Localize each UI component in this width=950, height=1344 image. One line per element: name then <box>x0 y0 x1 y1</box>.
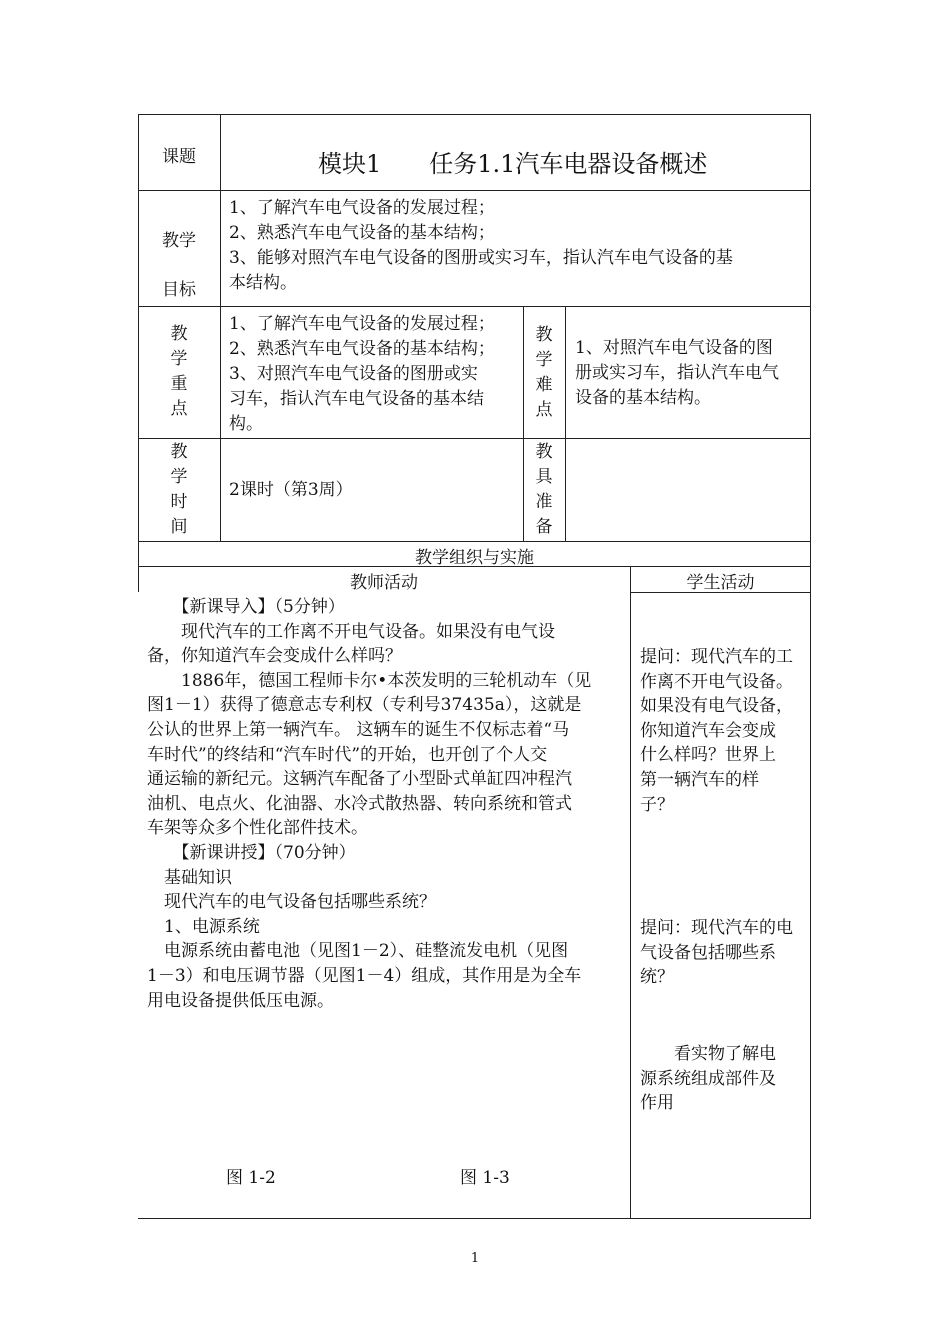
key-points-label: 教学重点 <box>170 324 188 419</box>
teacher-line: 1－3）和电压调节器（见图1－4）组成，其作用是为全车 <box>147 965 582 986</box>
student-line: 你知道汽车会变成 <box>640 720 776 741</box>
student-line: 作离不开电气设备。 <box>640 671 793 692</box>
key-point-line: 习车，指认汽车电气设备的基本结 <box>229 389 484 409</box>
time-value: 2课时（第3周） <box>229 480 353 500</box>
teacher-line: 车架等众多个性化部件技术。 <box>147 818 368 839</box>
student-line: 子？ <box>640 794 674 815</box>
teacher-line: 【新课讲授】（70分钟） <box>147 842 356 863</box>
student-line: 第一辆汽车的样 <box>640 769 759 790</box>
difficulty-line: 册或实习车，指认汽车电气 <box>575 363 779 383</box>
teacher-line: 电源系统由蓄电池（见图1－2）、硅整流发电机（见图 <box>147 941 569 962</box>
teacher-line: 油机、电点火、化油器、水冷式散热器、转向系统和管式 <box>147 793 572 814</box>
difficulties-text <box>575 336 779 411</box>
teacher-line: 图1－1）获得了德意志专利权（专利号37435a），这就是 <box>147 695 582 716</box>
difficulty-line: 设备的基本结构。 <box>575 388 711 408</box>
key-point-line: 1、了解汽车电气设备的发展过程； <box>229 314 495 334</box>
student-question-1 <box>640 645 793 817</box>
teacher-line: 现代汽车的电气设备包括哪些系统？ <box>147 892 436 913</box>
teacher-line: 1、电源系统 <box>147 916 260 937</box>
difficulty-line: 1、对照汽车电气设备的图 <box>575 338 773 358</box>
objectives-text <box>229 196 733 296</box>
student-line: 什么样吗？世界上 <box>640 745 776 766</box>
student-line: 如果没有电气设备， <box>640 696 793 717</box>
course-label: 课题 <box>162 147 196 167</box>
teacher-line: 公认的世界上第一辆汽车。 这辆车的诞生不仅标志着“马 <box>147 719 570 740</box>
objectives-line: 2、熟悉汽车电气设备的基本结构； <box>229 223 495 243</box>
student-line: 提问：现代汽车的电 <box>640 918 793 938</box>
teacher-line: 通运输的新纪元。这辆汽车配备了小型卧式单缸四冲程汽 <box>147 769 572 790</box>
student-activity-header: 学生活动 <box>686 573 755 593</box>
section-title: 教学组织与实施 <box>415 548 534 568</box>
student-line: 提问：现代汽车的工 <box>640 647 793 667</box>
teacher-line: 【新课导入】（5分钟） <box>147 597 345 617</box>
teacher-line: 用电设备提供低压电源。 <box>147 990 334 1011</box>
student-line: 作用 <box>640 1093 674 1114</box>
page-number: 1 <box>470 1251 480 1266</box>
key-point-line: 3、对照汽车电气设备的图册或实 <box>229 364 478 384</box>
student-line: 气设备包括哪些系 <box>640 942 776 963</box>
key-point-line: 构。 <box>229 414 263 434</box>
student-question-2 <box>640 916 793 990</box>
key-point-line: 2、熟悉汽车电气设备的基本结构； <box>229 339 495 359</box>
objectives-label-top: 教学 <box>162 231 196 251</box>
figure-caption-1-2: 图 1-2 <box>226 1168 276 1188</box>
objectives-line: 本结构。 <box>229 273 297 293</box>
objectives-line: 3、能够对照汽车电气设备的图册或实习车，指认汽车电气设备的基 <box>229 248 733 268</box>
student-line: 统？ <box>640 967 674 988</box>
teacher-activity-text <box>147 595 591 1013</box>
course-title: 模块1 任务1.1汽车电器设备概述 <box>318 150 708 178</box>
student-line: 看实物了解电 <box>640 1044 776 1064</box>
objectives-label-bottom: 目标 <box>162 280 196 300</box>
time-label: 教学时间 <box>170 442 188 537</box>
teacher-line: 现代汽车的工作离不开电气设备。如果没有电气设 <box>147 621 555 642</box>
figure-caption-1-3: 图 1-3 <box>460 1168 510 1188</box>
teacher-activity-header: 教师活动 <box>350 573 418 593</box>
student-activity-observe <box>640 1042 776 1116</box>
teacher-line: 备，你知道汽车会变成什么样吗？ <box>147 646 402 667</box>
key-points-text <box>229 312 495 437</box>
difficulties-label: 教学难点 <box>535 325 553 420</box>
objectives-line: 1、了解汽车电气设备的发展过程； <box>229 198 495 218</box>
teacher-line: 基础知识 <box>147 867 232 888</box>
teacher-line: 1886年，德国工程师卡尔•本茨发明的三轮机动车（见 <box>147 670 592 691</box>
student-line: 源系统组成部件及 <box>640 1068 776 1089</box>
teacher-line: 车时代”的终结和“汽车时代”的开始，也开创了个人交 <box>147 744 548 765</box>
tools-label: 教具准备 <box>535 442 553 537</box>
